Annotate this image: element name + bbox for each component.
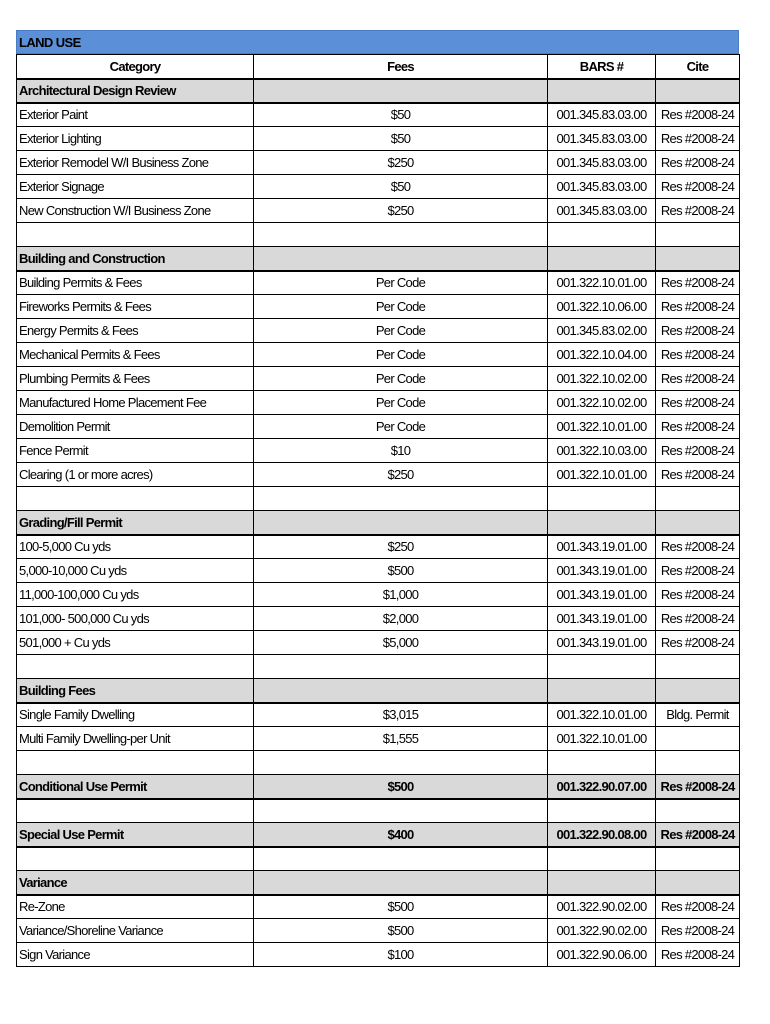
table-row: [17, 175, 740, 199]
bars-cell: 001.322.10.01.00: [548, 415, 656, 439]
fee-cell: [254, 511, 548, 535]
fee-cell: $500: [254, 775, 548, 799]
category-cell: [17, 847, 254, 871]
fee-cell: $250: [254, 535, 548, 559]
bars-cell: 001.343.19.01.00: [548, 631, 656, 655]
cite-cell: Res #2008-24: [656, 391, 740, 415]
section-row: [17, 871, 740, 895]
table-row: [17, 127, 740, 151]
table-row: [17, 631, 740, 655]
category-cell: 11,000-100,000 Cu yds: [17, 583, 254, 607]
bars-cell: 001.322.10.03.00: [548, 439, 656, 463]
category-cell: [17, 799, 254, 823]
cite-cell: Res #2008-24: [656, 127, 740, 151]
bars-cell: 001.322.90.02.00: [548, 919, 656, 943]
cite-cell: [656, 847, 740, 871]
category-cell: Multi Family Dwelling-per Unit: [17, 727, 254, 751]
cite-cell: Res #2008-24: [656, 319, 740, 343]
land-use-sheet: [16, 30, 739, 967]
bars-cell: [548, 511, 656, 535]
category-cell: Fence Permit: [17, 439, 254, 463]
cite-cell: Res #2008-24: [656, 775, 740, 799]
bars-cell: 001.322.10.01.00: [548, 271, 656, 295]
fee-cell: Per Code: [254, 271, 548, 295]
category-cell: Exterior Lighting: [17, 127, 254, 151]
header-bars: BARS #: [548, 55, 656, 79]
fee-cell: [254, 247, 548, 271]
category-cell: Mechanical Permits & Fees: [17, 343, 254, 367]
table-row: [17, 319, 740, 343]
category-cell: Manufactured Home Placement Fee: [17, 391, 254, 415]
blank-row: [17, 847, 740, 871]
bars-cell: 001.345.83.03.00: [548, 151, 656, 175]
table-row: [17, 583, 740, 607]
cite-cell: Res #2008-24: [656, 271, 740, 295]
cite-cell: Res #2008-24: [656, 103, 740, 127]
category-cell: 101,000- 500,000 Cu yds: [17, 607, 254, 631]
category-cell: 100-5,000 Cu yds: [17, 535, 254, 559]
header-fees: Fees: [254, 55, 548, 79]
table-row: [17, 295, 740, 319]
fee-cell: $1,000: [254, 583, 548, 607]
fee-cell: [254, 871, 548, 895]
cite-cell: Res #2008-24: [656, 151, 740, 175]
category-cell: Special Use Permit: [17, 823, 254, 847]
bars-cell: 001.345.83.02.00: [548, 319, 656, 343]
table-row: [17, 367, 740, 391]
bars-cell: [548, 679, 656, 703]
bars-cell: 001.322.10.01.00: [548, 727, 656, 751]
fee-cell: $50: [254, 103, 548, 127]
category-cell: 5,000-10,000 Cu yds: [17, 559, 254, 583]
cite-cell: Res #2008-24: [656, 607, 740, 631]
section-row: [17, 775, 740, 799]
category-cell: Fireworks Permits & Fees: [17, 295, 254, 319]
cite-cell: Res #2008-24: [656, 631, 740, 655]
bars-cell: 001.322.90.08.00: [548, 823, 656, 847]
fee-cell: $500: [254, 895, 548, 919]
fee-cell: $50: [254, 127, 548, 151]
category-cell: Clearing (1 or more acres): [17, 463, 254, 487]
cite-cell: Res #2008-24: [656, 463, 740, 487]
category-cell: Energy Permits & Fees: [17, 319, 254, 343]
fee-cell: Per Code: [254, 343, 548, 367]
fee-cell: [254, 223, 548, 247]
bars-cell: [548, 799, 656, 823]
category-cell: Conditional Use Permit: [17, 775, 254, 799]
fee-cell: $400: [254, 823, 548, 847]
fee-cell: $1,555: [254, 727, 548, 751]
table-row: [17, 391, 740, 415]
bars-cell: 001.345.83.03.00: [548, 127, 656, 151]
fee-cell: $3,015: [254, 703, 548, 727]
cite-cell: [656, 247, 740, 271]
table-row: [17, 943, 740, 967]
category-cell: Exterior Signage: [17, 175, 254, 199]
blank-row: [17, 751, 740, 775]
table-row: [17, 463, 740, 487]
section-row: [17, 823, 740, 847]
table-row: [17, 559, 740, 583]
category-cell: New Construction W/I Business Zone: [17, 199, 254, 223]
fee-cell: Per Code: [254, 295, 548, 319]
header-cite: Cite: [656, 55, 740, 79]
fee-cell: Per Code: [254, 391, 548, 415]
cite-cell: Res #2008-24: [656, 535, 740, 559]
cite-cell: Bldg. Permit: [656, 703, 740, 727]
fee-cell: $500: [254, 919, 548, 943]
blank-row: [17, 799, 740, 823]
fee-cell: $500: [254, 559, 548, 583]
cite-cell: Res #2008-24: [656, 919, 740, 943]
table-row: [17, 343, 740, 367]
bars-cell: 001.322.10.01.00: [548, 703, 656, 727]
fee-cell: $250: [254, 199, 548, 223]
blank-row: [17, 487, 740, 511]
cite-cell: [656, 679, 740, 703]
category-cell: Exterior Paint: [17, 103, 254, 127]
table-row: [17, 439, 740, 463]
sheet-title: LAND USE: [16, 30, 739, 54]
table-row: [17, 727, 740, 751]
section-row: [17, 247, 740, 271]
bars-cell: [548, 79, 656, 103]
bars-cell: 001.345.83.03.00: [548, 103, 656, 127]
table-row: [17, 895, 740, 919]
section-row: [17, 511, 740, 535]
fee-cell: [254, 679, 548, 703]
cite-cell: Res #2008-24: [656, 367, 740, 391]
category-cell: Building and Construction: [17, 247, 254, 271]
category-cell: Variance: [17, 871, 254, 895]
cite-cell: Res #2008-24: [656, 583, 740, 607]
cite-cell: Res #2008-24: [656, 415, 740, 439]
table-row: [17, 415, 740, 439]
category-cell: Building Permits & Fees: [17, 271, 254, 295]
cite-cell: [656, 487, 740, 511]
fee-table: [16, 54, 740, 967]
fee-cell: $50: [254, 175, 548, 199]
cite-cell: Res #2008-24: [656, 175, 740, 199]
bars-cell: 001.322.10.04.00: [548, 343, 656, 367]
bars-cell: [548, 751, 656, 775]
fee-cell: $250: [254, 463, 548, 487]
blank-row: [17, 223, 740, 247]
header-category: Category: [17, 55, 254, 79]
fee-cell: [254, 79, 548, 103]
fee-cell: $100: [254, 943, 548, 967]
cite-cell: [656, 871, 740, 895]
fee-cell: Per Code: [254, 319, 548, 343]
cite-cell: [656, 751, 740, 775]
cite-cell: [656, 79, 740, 103]
table-row: [17, 103, 740, 127]
fee-cell: Per Code: [254, 415, 548, 439]
table-row: [17, 271, 740, 295]
bars-cell: 001.322.10.02.00: [548, 391, 656, 415]
cite-cell: Res #2008-24: [656, 943, 740, 967]
category-cell: [17, 487, 254, 511]
cite-cell: Res #2008-24: [656, 295, 740, 319]
bars-cell: [548, 247, 656, 271]
cite-cell: [656, 511, 740, 535]
fee-cell: [254, 751, 548, 775]
category-cell: 501,000 + Cu yds: [17, 631, 254, 655]
cite-cell: Res #2008-24: [656, 823, 740, 847]
bars-cell: [548, 655, 656, 679]
bars-cell: [548, 871, 656, 895]
bars-cell: 001.345.83.03.00: [548, 175, 656, 199]
table-row: [17, 607, 740, 631]
category-cell: Sign Variance: [17, 943, 254, 967]
bars-cell: 001.343.19.01.00: [548, 559, 656, 583]
category-cell: [17, 751, 254, 775]
cite-cell: Res #2008-24: [656, 343, 740, 367]
cite-cell: Res #2008-24: [656, 895, 740, 919]
category-cell: Architectural Design Review: [17, 79, 254, 103]
cite-cell: Res #2008-24: [656, 199, 740, 223]
bars-cell: 001.322.90.07.00: [548, 775, 656, 799]
cite-cell: [656, 799, 740, 823]
category-cell: Plumbing Permits & Fees: [17, 367, 254, 391]
table-row: [17, 199, 740, 223]
fee-cell: [254, 487, 548, 511]
cite-cell: [656, 223, 740, 247]
category-cell: Demolition Permit: [17, 415, 254, 439]
bars-cell: [548, 223, 656, 247]
section-row: [17, 79, 740, 103]
fee-cell: Per Code: [254, 367, 548, 391]
cite-cell: Res #2008-24: [656, 439, 740, 463]
table-row: [17, 535, 740, 559]
category-cell: Exterior Remodel W/I Business Zone: [17, 151, 254, 175]
bars-cell: 001.322.90.06.00: [548, 943, 656, 967]
category-cell: [17, 223, 254, 247]
bars-cell: [548, 487, 656, 511]
bars-cell: 001.322.10.01.00: [548, 463, 656, 487]
fee-cell: $2,000: [254, 607, 548, 631]
category-cell: Variance/Shoreline Variance: [17, 919, 254, 943]
bars-cell: 001.345.83.03.00: [548, 199, 656, 223]
fee-cell: $5,000: [254, 631, 548, 655]
category-cell: Grading/Fill Permit: [17, 511, 254, 535]
table-row: [17, 919, 740, 943]
fee-cell: $10: [254, 439, 548, 463]
blank-row: [17, 655, 740, 679]
table-row: [17, 151, 740, 175]
section-row: [17, 679, 740, 703]
header-row: [17, 55, 740, 79]
bars-cell: 001.322.90.02.00: [548, 895, 656, 919]
category-cell: Building Fees: [17, 679, 254, 703]
bars-cell: 001.322.10.06.00: [548, 295, 656, 319]
bars-cell: [548, 847, 656, 871]
fee-cell: [254, 655, 548, 679]
category-cell: Single Family Dwelling: [17, 703, 254, 727]
cite-cell: [656, 655, 740, 679]
fee-cell: $250: [254, 151, 548, 175]
bars-cell: 001.343.19.01.00: [548, 583, 656, 607]
bars-cell: 001.343.19.01.00: [548, 535, 656, 559]
cite-cell: [656, 727, 740, 751]
category-cell: [17, 655, 254, 679]
cite-cell: Res #2008-24: [656, 559, 740, 583]
bars-cell: 001.343.19.01.00: [548, 607, 656, 631]
category-cell: Re-Zone: [17, 895, 254, 919]
table-row: [17, 703, 740, 727]
bars-cell: 001.322.10.02.00: [548, 367, 656, 391]
fee-cell: [254, 847, 548, 871]
fee-cell: [254, 799, 548, 823]
